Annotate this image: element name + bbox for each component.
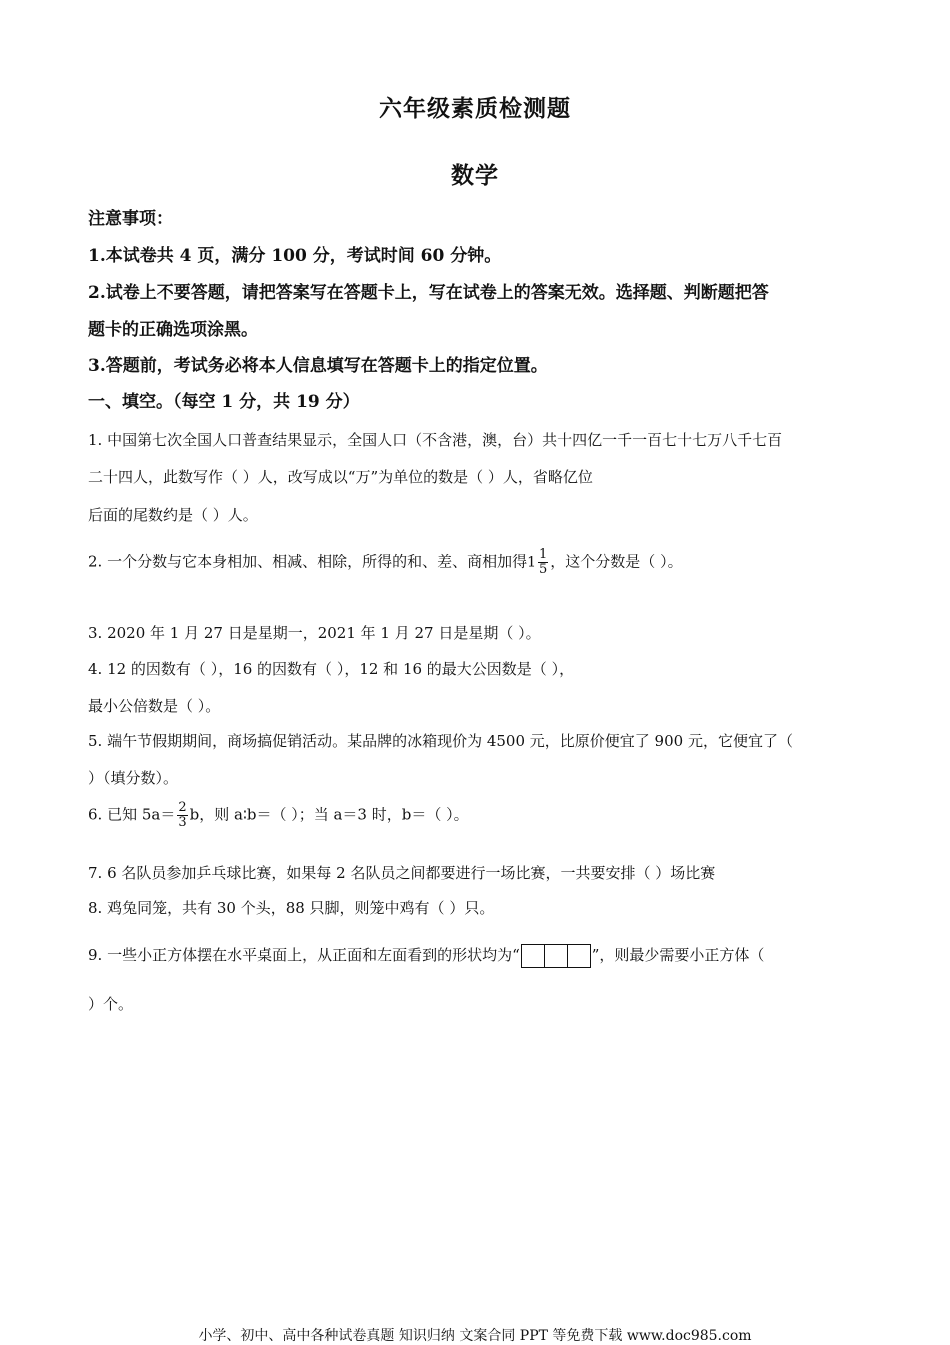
question-2-text: 2. 一个分数与它本身相加、相减、相除，所得的和、差、商相加得 <box>88 552 528 571</box>
note-item-2: 2.试卷上不要答题，请把答案写在答题卡上，写在试卷上的答案无效。选择题、判断题把答 <box>88 283 769 303</box>
note-item-2-cont: 题卡的正确选项涂黑。 <box>88 320 258 340</box>
question-4-line-2: 最小公倍数是（ ）。 <box>88 697 221 715</box>
question-6-after: b，则 a∶b＝（ ）；当 a＝3 时，b＝（ ）。 <box>189 805 469 824</box>
question-6 <box>88 801 469 830</box>
question-9-before: 9. 一些小正方体摆在水平桌面上，从正面和左面看到的形状均为“ <box>88 946 520 964</box>
fraction-numerator: 2 <box>178 800 187 815</box>
question-8: 8. 鸡兔同笼，共有 30 个头，88 只脚，则笼中鸡有（ ）只。 <box>88 899 495 917</box>
question-6-before: 6. 已知 5a＝ <box>88 805 176 824</box>
question-1-line-1: 1. 中国第七次全国人口普查结果显示，全国人口（不含港，澳，台）共十四亿一千一百七十七万八千七百 <box>88 431 783 449</box>
mixed-number-fraction <box>538 548 548 577</box>
question-9-after: ”，则最少需要小正方体（ <box>591 946 765 964</box>
notes-heading: 注意事项： <box>88 209 173 229</box>
exam-title: 六年级素质检测题 <box>379 95 571 122</box>
note-item-1: 1.本试卷共 4 页，满分 100 分，考试时间 60 分钟。 <box>88 246 502 266</box>
question-4-line-1: 4. 12 的因数有（ ），16 的因数有（ ），12 和 16 的最大公因数是（ ）， <box>88 660 575 678</box>
fraction-two-thirds <box>177 801 187 830</box>
fraction-numerator: 1 <box>539 547 548 562</box>
page-footer: 小学、初中、高中各种试卷真题 知识归纳 文案合同 PPT 等免费下载 www.doc985.com <box>198 1328 752 1344</box>
section-heading: 一、填空。（每空 1 分，共 19 分） <box>88 392 360 412</box>
fraction-denominator: 5 <box>539 562 548 577</box>
question-9-line-1 <box>88 944 764 968</box>
question-1-line-3: 后面的尾数约是（ ）人。 <box>88 506 258 524</box>
question-9-line-2: ）个。 <box>88 995 134 1013</box>
question-5-line-2: ）（填分数）。 <box>88 769 179 787</box>
note-item-3: 3.答题前，考试务必将本人信息填写在答题卡上的指定位置。 <box>88 356 548 376</box>
question-2 <box>88 548 683 577</box>
question-5-line-1: 5. 端午节假期期间，商场搞促销活动。某品牌的冰箱现价为 4500 元，比原价便宜了 900 元，它便宜了（ <box>88 732 793 750</box>
exam-subject: 数学 <box>451 162 499 189</box>
three-squares-figure <box>521 944 591 968</box>
question-2-tail: ，这个分数是（ ）。 <box>550 552 683 571</box>
mixed-number-whole: 1 <box>527 554 537 571</box>
question-3: 3. 2020 年 1 月 27 日是星期一，2021 年 1 月 27 日是星期（ ）。 <box>88 624 541 642</box>
question-7: 7. 6 名队员参加乒乓球比赛，如果每 2 名队员之间都要进行一场比赛，一共要安排（ ）场比赛 <box>88 864 716 882</box>
fraction-denominator: 3 <box>178 815 187 830</box>
question-1-line-2: 二十四人，此数写作（ ）人，改写成以“万”为单位的数是（ ）人，省略亿位 <box>88 468 593 486</box>
